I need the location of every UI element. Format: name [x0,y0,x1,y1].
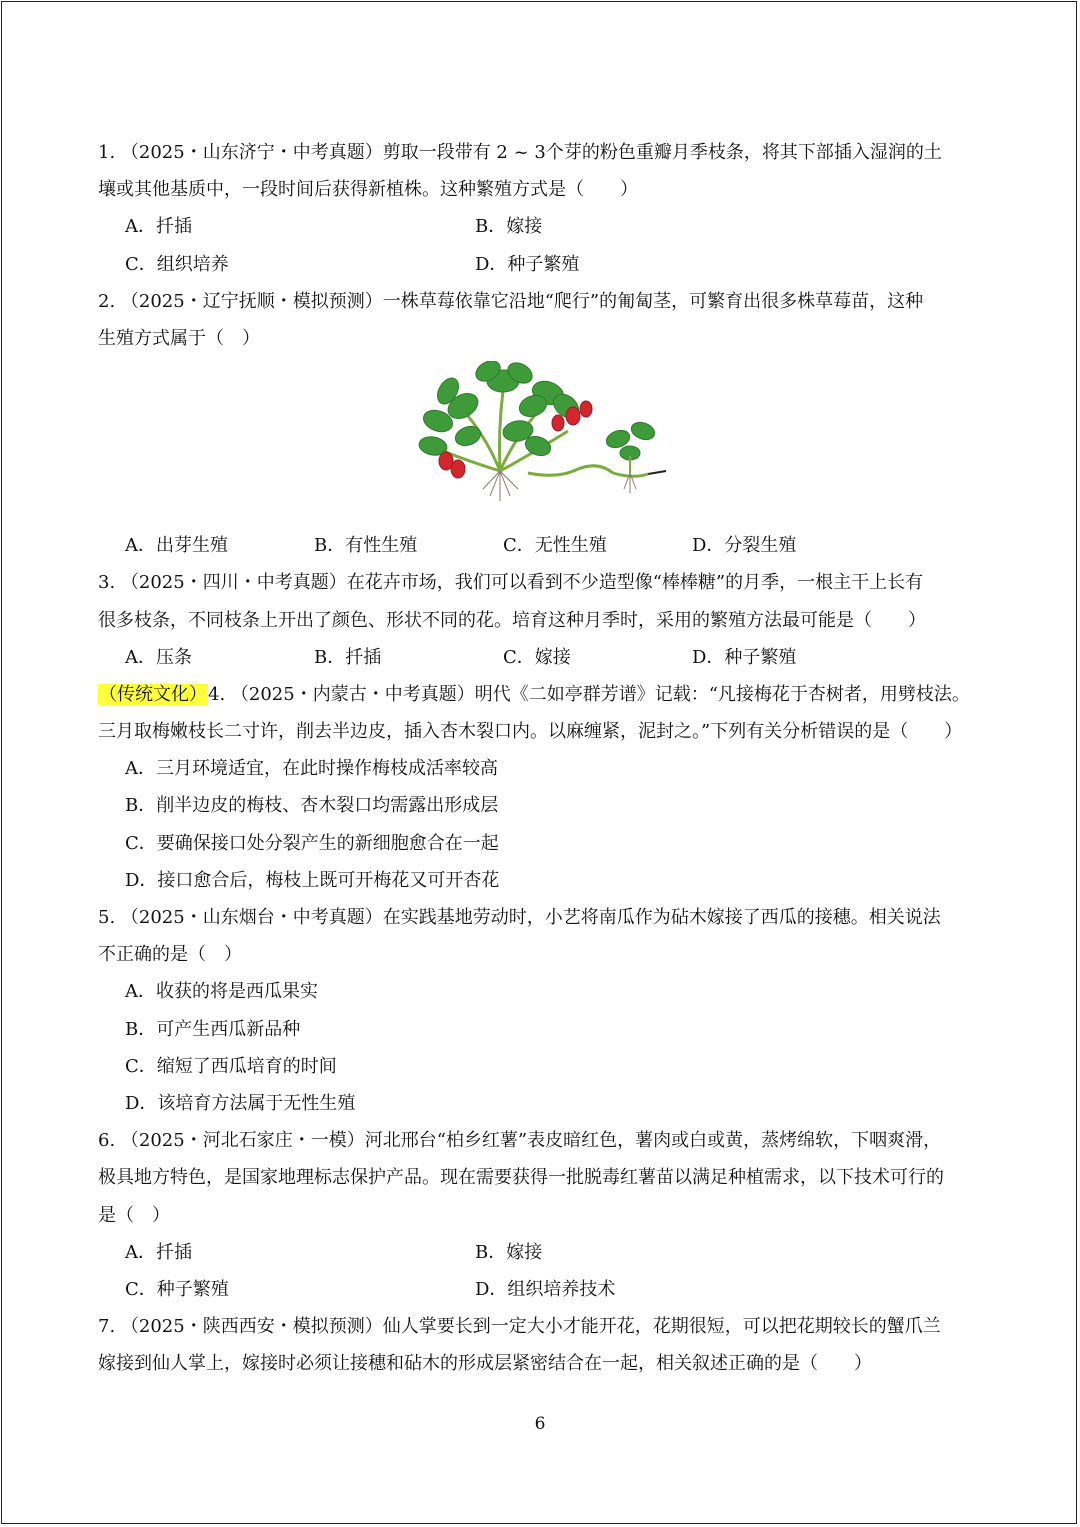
question-text-line: 嫁接到仙人掌上，嫁接时必须让接穗和砧木的形成层紧密结合在一起，相关叙述正确的是（ ） [98,1353,872,1375]
question-2 [98,283,998,565]
strawberry-runner-illustration [408,361,688,511]
option-b: B．有性生殖 [314,535,418,557]
question-7 [98,1308,998,1382]
question-text-line: 很多枝条，不同枝条上开出了颜色、形状不同的花。培育这种月季时，采用的繁殖方法最可能是（ ） [98,609,926,631]
options-row [98,750,998,787]
question-text-line: 三月取梅嫩枝长二寸许，削去半边皮，插入杏木裂口内。以麻缠紧，泥封之。”下列有关分析错误的是（ ） [98,721,963,743]
question-1 [98,134,998,283]
question-5 [98,899,998,1122]
option-c: C．缩短了西瓜培育的时间 [125,1055,337,1077]
options-row [98,246,998,283]
page-number: 6 [534,1414,546,1434]
option-a: A．扦插 [125,216,192,238]
options-row [98,825,998,862]
options-row [98,1048,998,1085]
question-text-line: 5. （2025・山东烟台・中考真题）在实践基地劳动时，小艺将南瓜作为砧木嫁接了西瓜的接穗。相关说法 [98,907,941,928]
question-text-line: 7. （2025・陕西西安・模拟预测）仙人掌要长到一定大小才能开花，花期很短，可以把花期较长的蟹爪兰 [98,1316,941,1338]
options-row [98,787,998,824]
question-3 [98,564,998,676]
option-b: B．可产生西瓜新品种 [125,1018,301,1040]
option-c: C．无性生殖 [503,535,607,557]
question-text-line: 2. （2025・辽宁抚顺・模拟预测）一株草莓依靠它沿地“爬行”的匍匐茎，可繁育出很多株草莓苗，这种 [98,290,924,312]
document-body [98,134,998,1382]
option-b: B．削半边皮的梅枝、杏木裂口均需露出形成层 [125,795,499,817]
option-d: D．组织培养技术 [475,1278,616,1300]
options-row [98,1085,998,1122]
options-row [98,973,998,1010]
option-c: C．种子繁殖 [125,1278,229,1300]
question-text-line: 生殖方式属于（ ） [98,327,260,349]
options-row [98,1234,998,1271]
question-text-line: 壤或其他基质中，一段时间后获得新植株。这种繁殖方式是（ ） [98,179,638,201]
question-4 [98,676,998,899]
option-d: D．分裂生殖 [692,535,797,557]
options-row [98,639,998,676]
options-row [98,862,998,899]
highlight-tag: （传统文化） [99,683,207,705]
option-d: D．该培育方法属于无性生殖 [125,1092,356,1114]
option-d: D．种子繁殖 [692,646,797,668]
option-b: B．嫁接 [475,1241,543,1263]
option-a: A．三月环境适宜，在此时操作梅枝成活率较高 [125,758,498,780]
option-b: B．嫁接 [475,216,543,238]
option-a: A．收获的将是西瓜果实 [125,981,318,1003]
options-row [98,208,998,245]
options-row [98,527,998,564]
option-d: D．接口愈合后，梅枝上既可开梅花又可开杏花 [125,869,500,891]
question-text: 4. （2025・内蒙古・中考真题）明代《二如亭群芳谱》记载：“凡接梅花于杏树者，用劈枝法。 [208,683,970,705]
question-text-line: 是（ ） [98,1204,170,1226]
question-6 [98,1122,998,1308]
options-row [98,1011,998,1048]
question-text-line [98,676,998,713]
option-c: C．要确保接口处分裂产生的新细胞愈合在一起 [125,832,499,854]
option-a: A．压条 [125,646,192,668]
question-text-line: 3. （2025・四川・中考真题）在花卉市场，我们可以看到不少造型像“棒棒糖”的月季，一根主干上长有 [98,572,924,594]
question-text-line: 6. （2025・河北石家庄・一模）河北邢台“柏乡红薯”表皮暗红色，薯肉或白或黄，蒸烤绵软，下咽爽滑， [98,1130,942,1152]
question-text-line: 不正确的是（ ） [98,944,242,966]
option-c: C．嫁接 [503,646,571,668]
option-b: B．扦插 [314,646,382,668]
strawberry-figure [98,357,998,527]
option-c: C．组织培养 [125,253,229,275]
options-row [98,1271,998,1308]
option-a: A．扦插 [125,1241,192,1263]
option-a: A．出芽生殖 [125,535,228,557]
question-text-line: 1. （2025・山东济宁・中考真题）剪取一段带有 2 ~ 3个芽的粉色重瓣月季枝条，将其下部插入湿润的土 [98,142,942,163]
question-text-line: 极具地方特色，是国家地理标志保护产品。现在需要获得一批脱毒红薯苗以满足种植需求，以下技术可行的 [98,1167,944,1189]
option-d: D．种子繁殖 [475,253,580,275]
